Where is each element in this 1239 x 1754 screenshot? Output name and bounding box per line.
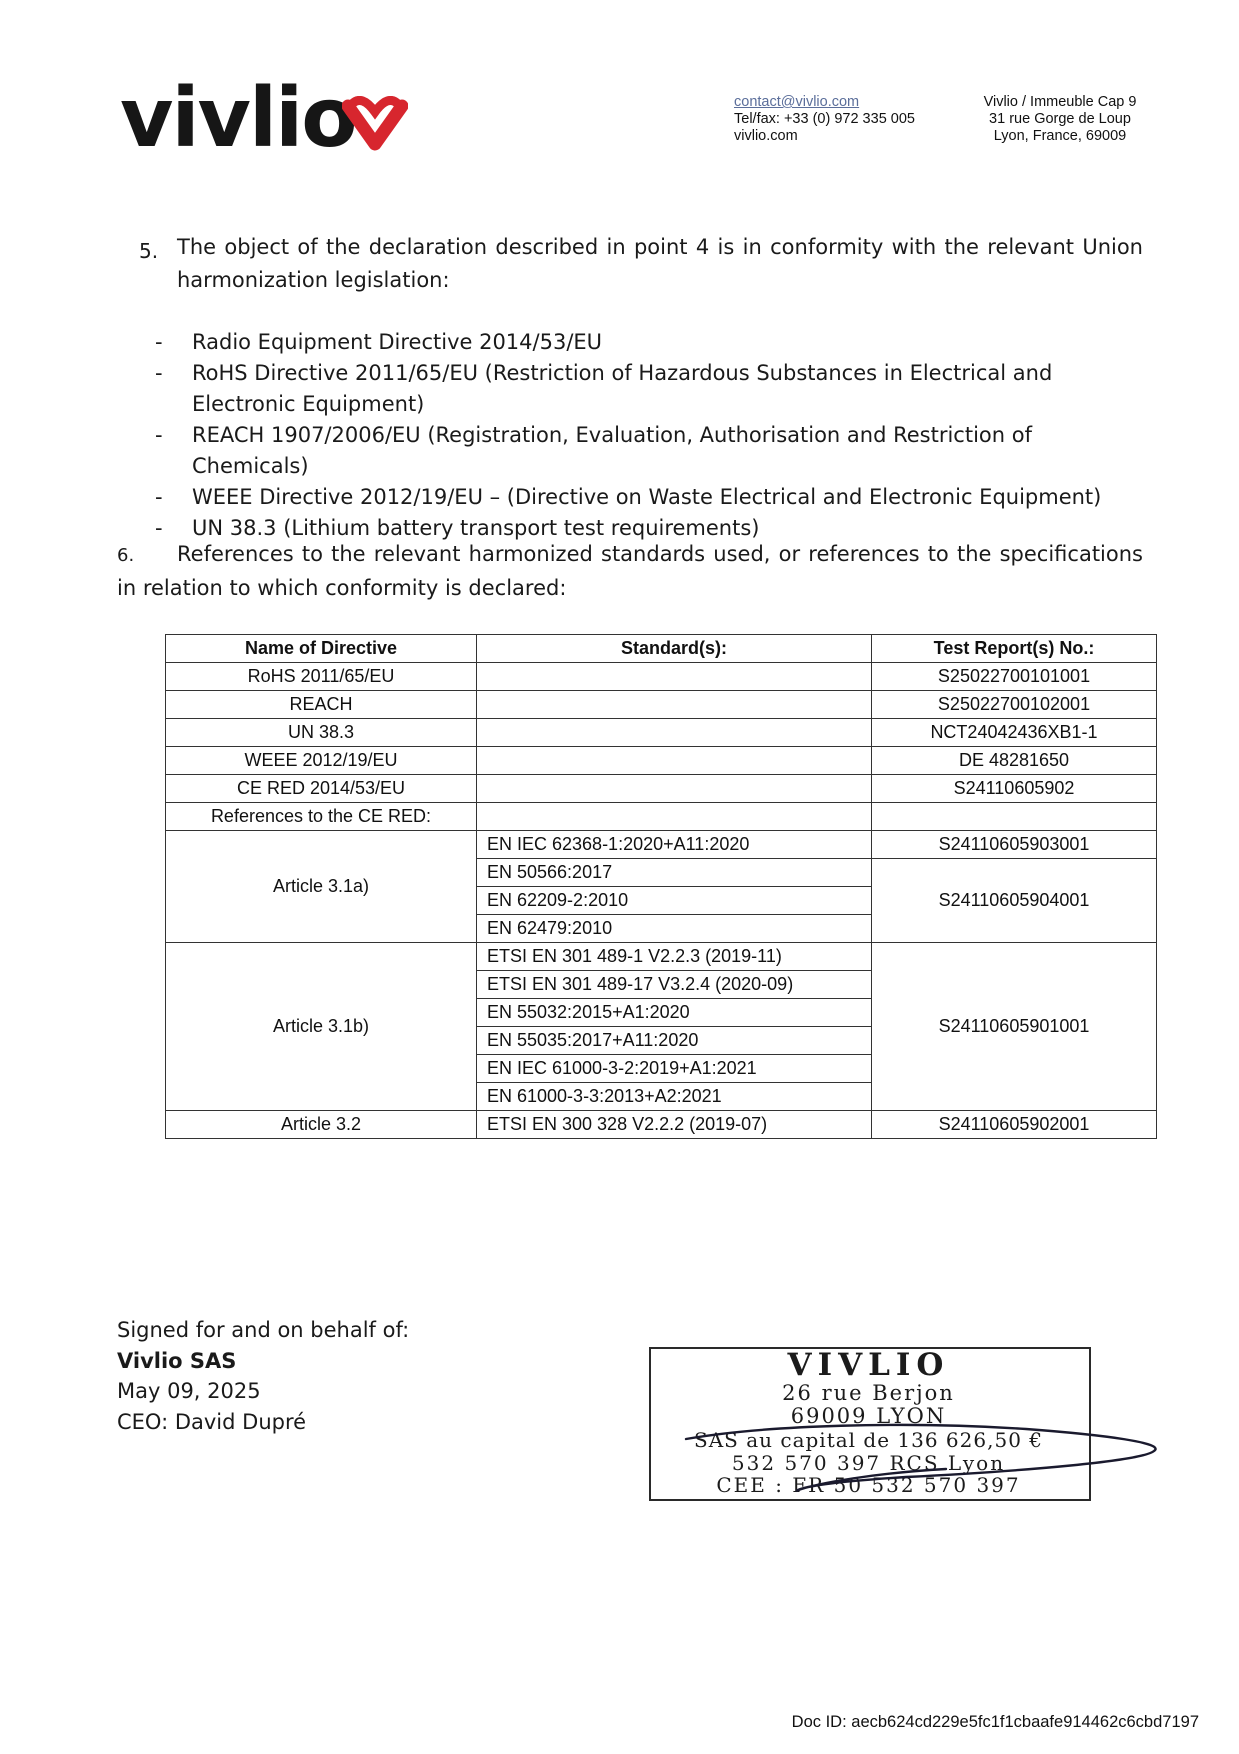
header-standards: Standard(s): (477, 635, 872, 663)
standard-cell: ETSI EN 300 328 V2.2.2 (2019-07) (477, 1111, 872, 1139)
heart-check-icon (342, 96, 408, 154)
signature-block (117, 1315, 409, 1437)
report-cell: DE 48281650 (872, 747, 1157, 775)
logo-wordmark: vivlio (120, 71, 356, 166)
section-5-number: 5. (139, 239, 159, 263)
list-item: - RoHS Directive 2011/65/EU (Restriction of Hazardous Substances in Electrical and Electronic Equipment) (155, 361, 1053, 416)
standards-table (165, 634, 1157, 1139)
stamp-line-2: 26 rue Berjon (782, 1381, 955, 1405)
directive-list (155, 327, 1145, 544)
directive-cell: REACH (166, 691, 477, 719)
directive-cell: UN 38.3 (166, 719, 477, 747)
standard-cell: EN 50566:2017 (477, 859, 872, 887)
table-row (166, 943, 1157, 971)
article-31b-cell: Article 3.1b) (166, 943, 477, 1111)
table-row (166, 775, 1157, 803)
report-cell: S25022700102001 (872, 691, 1157, 719)
table-row (166, 719, 1157, 747)
standard-cell: ETSI EN 301 489-17 V3.2.4 (2020-09) (477, 971, 872, 999)
table-row (166, 831, 1157, 859)
stamp-line-1: VIVLIO (787, 1347, 950, 1383)
stamp-line-5: 532 570 397 RCS Lyon (731, 1451, 1006, 1475)
signatory: CEO: David Dupré (117, 1409, 307, 1434)
list-item: - UN 38.3 (Lithium battery transport test requirements) (155, 516, 760, 540)
signature-date: May 09, 2025 (117, 1379, 261, 1403)
report-cell: S24110605904001 (872, 859, 1157, 943)
directive-cell: RoHS 2011/65/EU (166, 663, 477, 691)
report-cell (872, 803, 1157, 831)
company-name: Vivlio SAS (117, 1348, 237, 1373)
contact-phone: Tel/fax: +33 (0) 972 335 005 (734, 111, 915, 127)
standard-cell: EN 55035:2017+A11:2020 (477, 1027, 872, 1055)
table-row (166, 747, 1157, 775)
doc-id: Doc ID: aecb624cd229e5fc1f1cbaafe914462c6cbd7197 (791, 1713, 1199, 1731)
stamp-line-3: 69009 LYON (790, 1404, 947, 1428)
directive-cell: CE RED 2014/53/EU (166, 775, 477, 803)
address-block (955, 94, 1165, 145)
article-32-cell: Article 3.2 (166, 1111, 477, 1139)
contact-website: vivlio.com (734, 128, 798, 144)
directive-cell: WEEE 2012/19/EU (166, 747, 477, 775)
section-5-text: The object of the declaration described in point 4 is in conformity with the relevant Union harmonization legislation: (177, 235, 1143, 292)
handwritten-signature (646, 1343, 1166, 1501)
list-item: - Radio Equipment Directive 2014/53/EU (155, 330, 603, 354)
report-cell: NCT24042436XB1-1 (872, 719, 1157, 747)
standard-cell (477, 691, 872, 719)
standard-cell: EN 62209-2:2010 (477, 887, 872, 915)
report-cell: S25022700101001 (872, 663, 1157, 691)
report-cell: S24110605902001 (872, 1111, 1157, 1139)
standard-cell (477, 663, 872, 691)
list-item: - WEEE Directive 2012/19/EU – (Directive on Waste Electrical and Electronic Equipment) (155, 485, 1102, 509)
contact-block (734, 94, 915, 145)
report-cell: S24110605902 (872, 775, 1157, 803)
directive-cell: References to the CE RED: (166, 803, 477, 831)
address-line-2: 31 rue Gorge de Loup (989, 111, 1131, 127)
stamp-line-6: CEE : FR 50 532 570 397 (716, 1473, 1021, 1497)
standard-cell: ETSI EN 301 489-1 V2.2.3 (2019-11) (477, 943, 872, 971)
stamp-line-4: SAS au capital de 136 626,50 € (694, 1428, 1043, 1452)
report-cell: S24110605901001 (872, 943, 1157, 1111)
table-row (166, 663, 1157, 691)
table-header-row (166, 635, 1157, 663)
signed-for-label: Signed for and on behalf of: (117, 1318, 410, 1342)
header-reports: Test Report(s) No.: (872, 635, 1157, 663)
standard-cell (477, 747, 872, 775)
table-row (166, 691, 1157, 719)
standard-cell: EN 55032:2015+A1:2020 (477, 999, 872, 1027)
table-row (166, 1111, 1157, 1139)
table-row (166, 803, 1157, 831)
article-31a-cell: Article 3.1a) (166, 831, 477, 943)
standard-cell: EN IEC 62368-1:2020+A11:2020 (477, 831, 872, 859)
report-cell: S24110605903001 (872, 831, 1157, 859)
section-6-text: References to the relevant harmonized standards used, or references to the specifications in relation to which conformity is declared: (117, 542, 1143, 600)
company-stamp (646, 1343, 1166, 1501)
standard-cell: EN 62479:2010 (477, 915, 872, 943)
address-line-1: Vivlio / Immeuble Cap 9 (983, 94, 1137, 110)
header-directive: Name of Directive (166, 635, 477, 663)
address-line-3: Lyon, France, 69009 (993, 128, 1127, 144)
standard-cell (477, 775, 872, 803)
standard-cell (477, 803, 872, 831)
contact-email-link[interactable]: contact@vivlio.com (734, 94, 860, 110)
list-item: - REACH 1907/2006/EU (Registration, Evaluation, Authorisation and Restriction of Chemicals) (155, 423, 1032, 478)
section-6-number: 6. (117, 545, 135, 566)
standard-cell: EN IEC 61000-3-2:2019+A1:2021 (477, 1055, 872, 1083)
standard-cell: EN 61000-3-3:2013+A2:2021 (477, 1083, 872, 1111)
section-6-paragraph (117, 538, 1143, 605)
standard-cell (477, 719, 872, 747)
